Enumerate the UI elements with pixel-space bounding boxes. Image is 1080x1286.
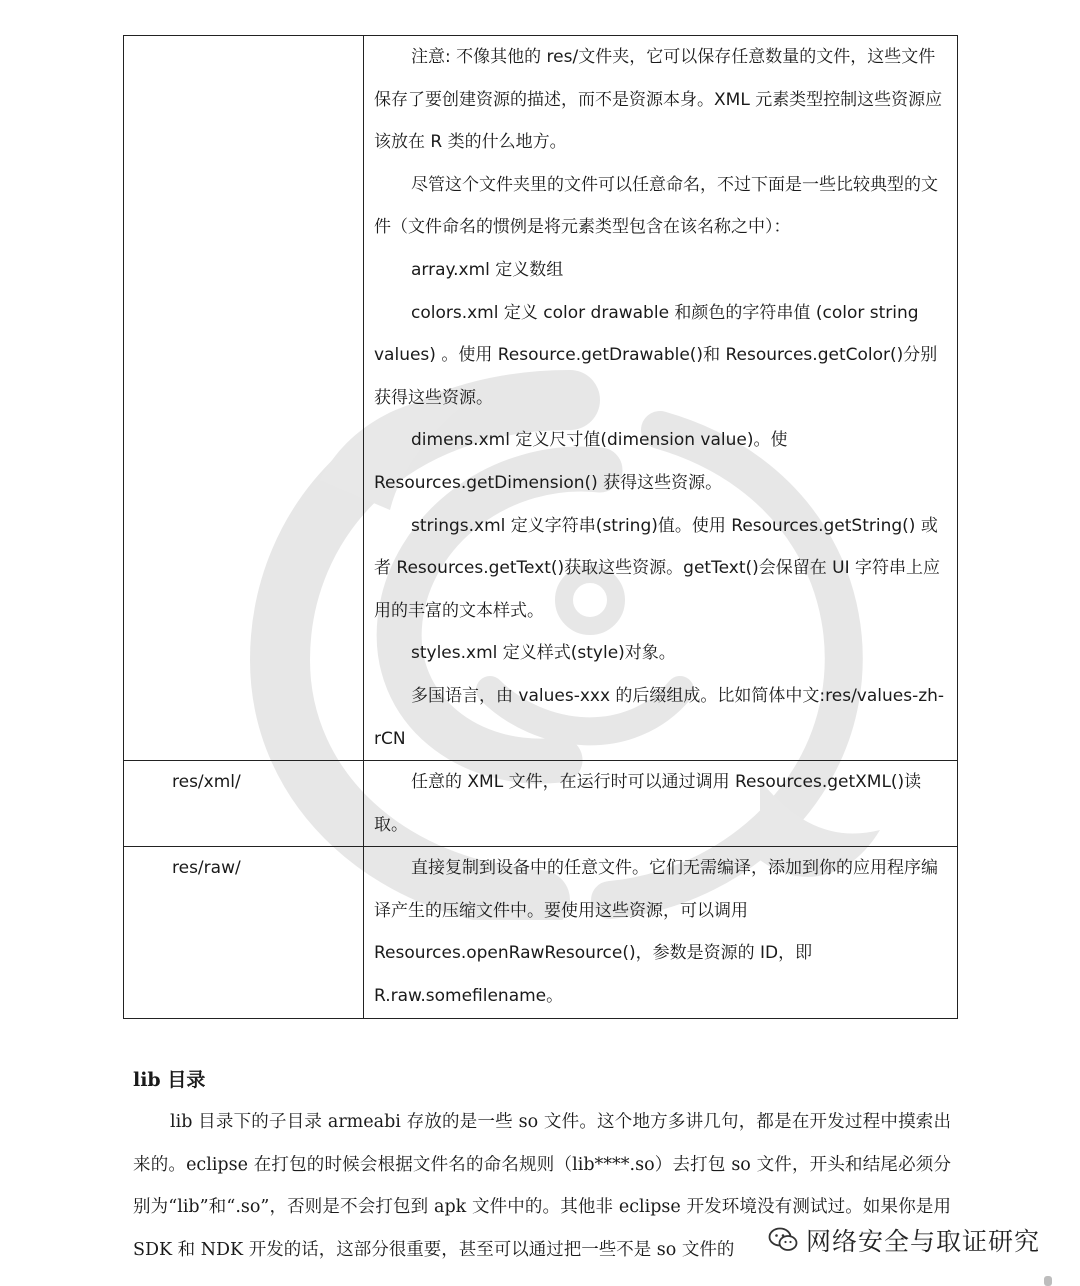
table-cell-description bbox=[364, 761, 958, 847]
row-label: res/xml/ bbox=[172, 772, 241, 793]
wechat-icon bbox=[768, 1227, 798, 1253]
table-row bbox=[124, 847, 958, 1018]
resource-table bbox=[123, 35, 958, 1019]
paragraph: 任意的 XML 文件，在运行时可以通过调用 Resources.getXML()读取。 bbox=[374, 772, 922, 835]
paragraph: colors.xml 定义 color drawable 和颜色的字符串值 (color string values) 。使用 Resource.getDrawable()和 Resources.getColor()分别获得这些资源。 bbox=[374, 302, 938, 408]
table-row bbox=[124, 761, 958, 847]
paragraph: styles.xml 定义样式(style)对象。 bbox=[411, 643, 676, 664]
paragraph: 注意: 不像其他的 res/文件夹，它可以保存任意数量的文件，这些文件保存了要创建资源的描述，而不是资源本身。XML 元素类型控制这些资源应该放在 R 类的什么地方。 bbox=[374, 47, 943, 153]
paragraph: 尽管这个文件夹里的文件可以任意命名，不过下面是一些比较典型的文件（文件命名的惯例是将元素类型包含在该名称之中）： bbox=[374, 174, 938, 238]
table-cell-label bbox=[124, 36, 364, 761]
table-cell-label bbox=[124, 847, 364, 1018]
table-cell-label bbox=[124, 761, 364, 847]
paragraph: dimens.xml 定义尺寸值(dimension value)。使 Resources.getDimension() 获得这些资源。 bbox=[374, 430, 788, 493]
row-label: res/raw/ bbox=[172, 858, 241, 879]
table-cell-description bbox=[364, 847, 958, 1018]
paragraph: 直接复制到设备中的任意文件。它们无需编译，添加到你的应用程序编译产生的压缩文件中。要使用这些资源，可以调用 Resources.openRawResource()，参数是资源的 ID，即 R.raw.somefilename。 bbox=[374, 858, 938, 1007]
section-heading: lib 目录 bbox=[133, 1069, 206, 1091]
table-cell-description bbox=[364, 36, 958, 761]
scrollbar-thumb[interactable] bbox=[1044, 1276, 1052, 1286]
section-body-paragraph: lib 目录下的子目录 armeabi 存放的是一些 so 文件。这个地方多讲几句，都是在开发过程中摸索出来的。eclipse 在打包的时候会根据文件名的命名规则（lib****.so）去打包 so 文件，开头和结尾必须分别为“lib”和“.so”，否则是不会打包到 apk 文件中的。其他非 eclipse 开发环境没有测试过。如果你是用 SDK 和 NDK 开发的话，这部分很重要，甚至可以通过把一些不是 so 文件的 bbox=[133, 1112, 951, 1260]
table-row bbox=[124, 36, 958, 761]
account-watermark-badge bbox=[764, 1222, 1044, 1258]
account-name: 网络安全与取证研究 bbox=[806, 1227, 1041, 1256]
paragraph: strings.xml 定义字符串(string)值。使用 Resources.getString() 或者 Resources.getText()获取这些资源。getText()会保留在 UI 字符串上应用的丰富的文本样式。 bbox=[374, 515, 941, 621]
paragraph: 多国语言，由 values-xxx 的后缀组成。比如简体中文:res/values-zh-rCN bbox=[374, 685, 945, 749]
paragraph: array.xml 定义数组 bbox=[411, 259, 564, 280]
